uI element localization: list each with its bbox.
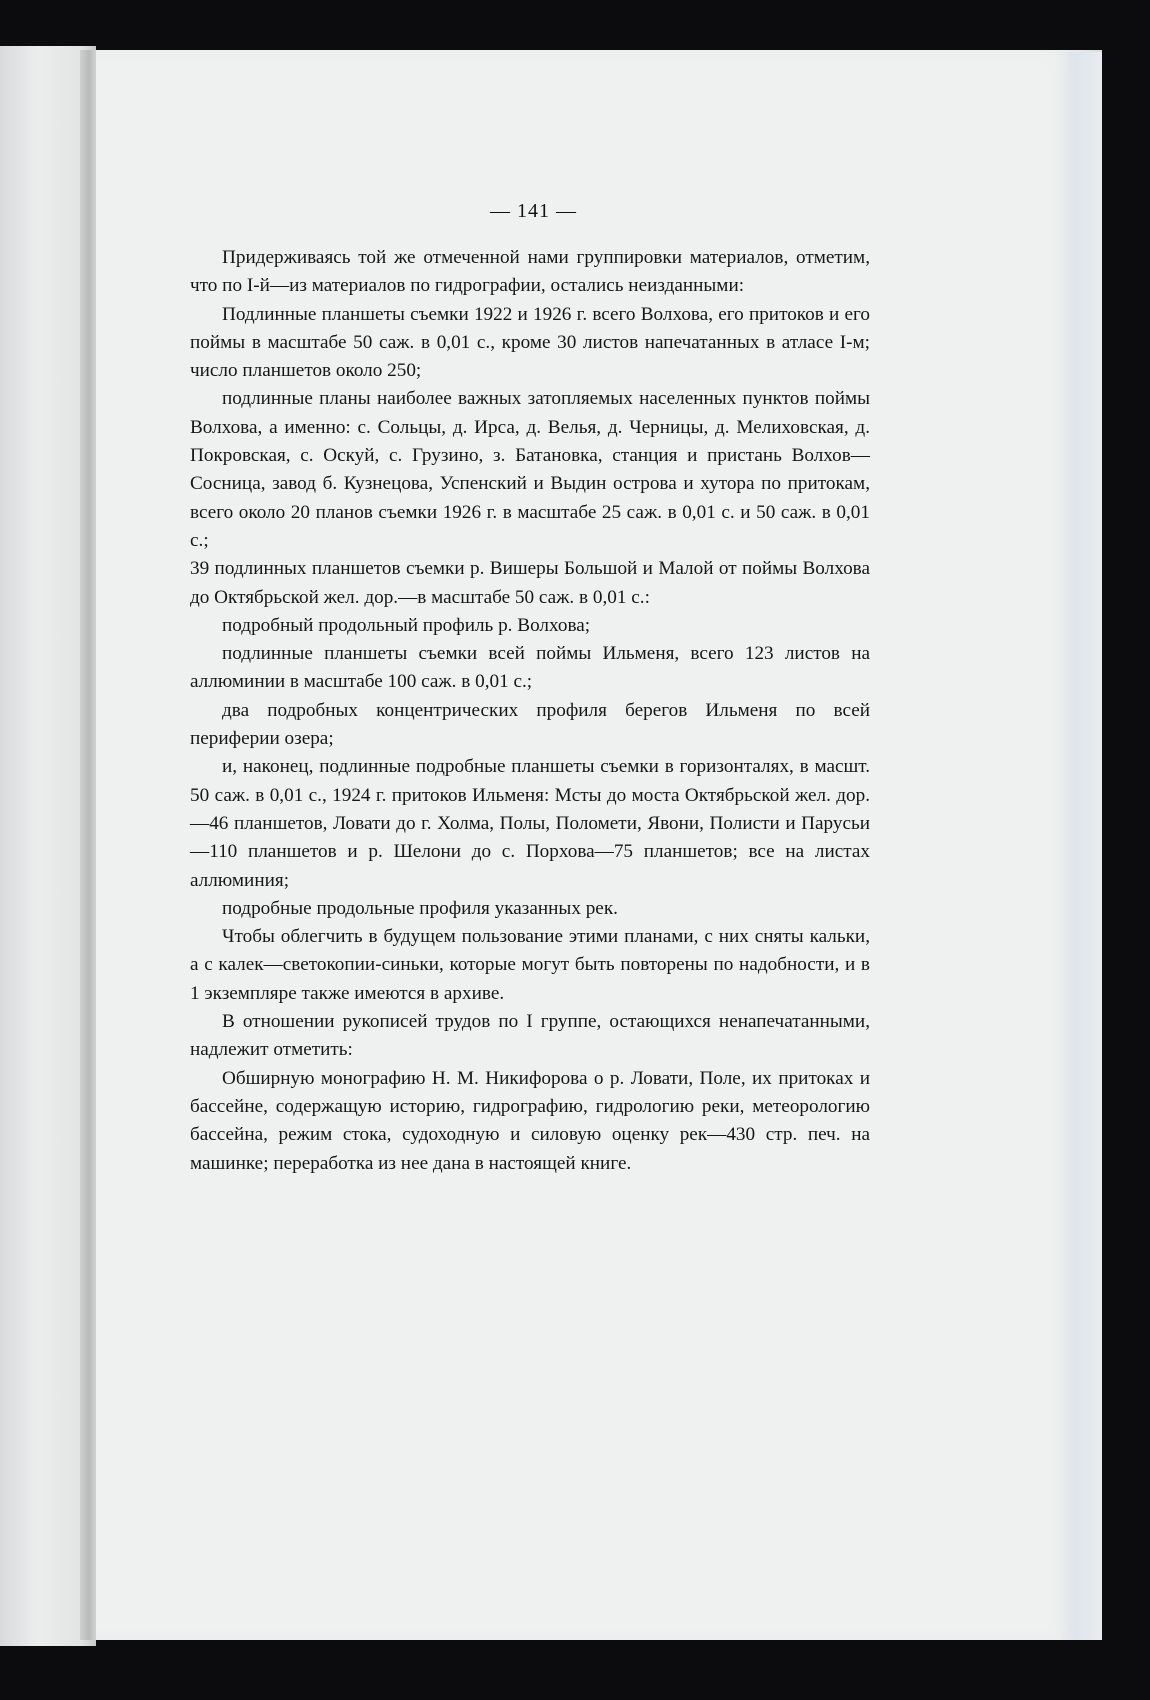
paragraph: Подлинные планшеты съемки 1922 и 1926 г. всего Волхова, его притоков и его поймы в масштабе 50 саж. в 0,01 с., кроме 30 листов напечатанных в атласе I-м; число планшетов около 250; <box>190 303 870 382</box>
paragraph: два подробных концентрических профиля берегов Ильменя по всей периферии озера; <box>190 699 870 750</box>
paragraph: 39 подлинных планшетов съемки р. Вишеры Большой и Малой от поймы Волхова до Октябрьской жел. дор.—в масштабе 50 саж. в 0,01 с.: <box>190 558 870 608</box>
paragraph: подлинные планшеты съемки всей поймы Ильменя, всего 123 листов на аллюминии в масштабе 100 саж. в 0,01 с.; <box>190 643 870 693</box>
paragraph: подробные продольные профиля указанных рек. <box>222 897 618 919</box>
paragraph: подробный продольный профиль р. Волхова; <box>222 614 591 636</box>
paragraph: и, наконец, подлинные подробные планшеты съемки в горизонталях, в масшт. 50 саж. в 0,01 с., 1924 г. притоков Ильменя: Мсты до моста Октябрьской жел. дор.—46 планшетов, Ловати до г. Холма, Полы, Поломети, Явони, Полисти и Парусьи—110 планшетов и р. Шелони до с. Порхова—75 планшетов; все на листах аллюминия; <box>190 756 870 891</box>
paragraph: Придерживаясь той же отмеченной нами группировки материалов, отметим, что по I-й—из материалов по гидрографии, остались неизданными: <box>190 247 870 297</box>
paragraph: В отношении рукописей трудов по I группе, остающихся ненапечатанными, надлежит отметить: <box>190 1011 870 1061</box>
page-number: — 141 — <box>490 200 577 222</box>
page-outer-edge <box>1058 52 1102 1640</box>
page-body-text <box>190 244 870 1178</box>
paragraph: Обширную монографию Н. М. Никифорова о р. Ловати, Поле, их притоках и бассейне, содержащую историю, гидрографию, гидрологию реки, метеорологию бассейна, режим стока, судоходную и силовую оценку рек—430 стр. печ. на машинке; переработка из нее дана в настоящей книге. <box>190 1067 870 1174</box>
paragraph: Чтобы облегчить в будущем пользование этими планами, с них сняты кальки, а с калек—светокопии-синьки, которые могут быть повторены по надобности, и в 1 экземпляре также имеются в архиве. <box>190 926 870 1004</box>
paragraph: подлинные планы наиболее важных затопляемых населенных пунктов поймы Волхова, а именно: с. Сольцы, д. Ирса, д. Велья, д. Черницы, д. Мелиховская, д. Покровская, с. Оскуй, с. Грузино, з. Батановка, станция и пристань Волхов—Сосница, завод б. Кузнецова, Успенский и Выдин острова и хутора по притокам, всего около 20 планов съемки 1926 г. в масштабе 25 саж. в 0,01 с. и 50 саж. в 0,01 с.; <box>190 388 870 551</box>
